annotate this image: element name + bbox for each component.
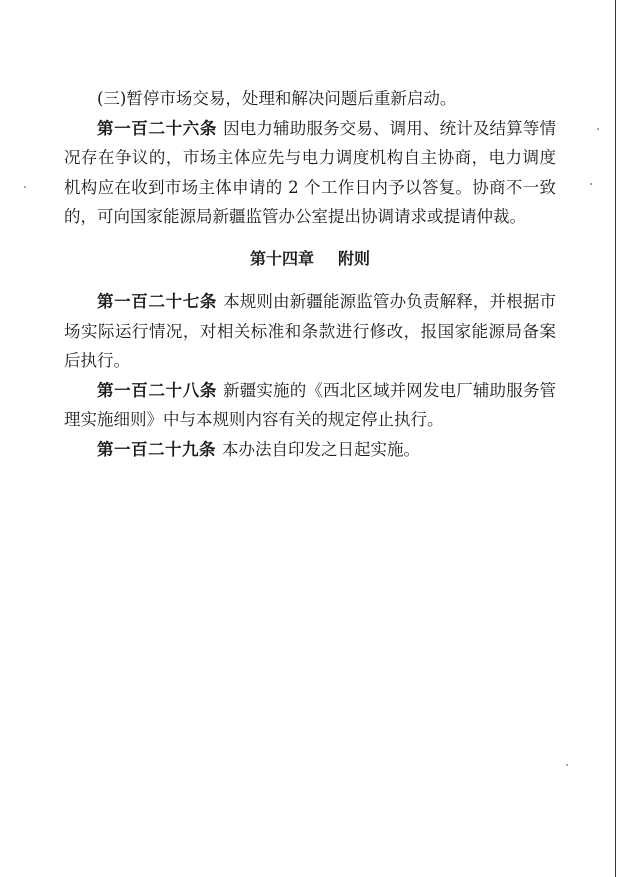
article-126-number: 第一百二十六条 (97, 118, 218, 138)
clause-item-3 (64, 84, 556, 114)
chapter-number: 第十四章 (249, 248, 314, 268)
article-126 (64, 114, 556, 232)
scan-edge-line (615, 0, 616, 877)
scan-speck (24, 186, 26, 188)
scan-speck (597, 128, 599, 130)
article-127 (64, 287, 556, 376)
scan-speck (566, 764, 568, 766)
article-127-text: 本规则由新疆能源监管办负责解释，并根据市场实际运行情况，对相关标准和条款进行修改，报国家能源局备案后执行。 (64, 292, 557, 370)
scan-speck (590, 183, 592, 185)
article-129-number: 第一百二十九条 (97, 439, 216, 459)
article-128 (64, 376, 556, 435)
chapter-title: 附则 (338, 248, 371, 268)
article-127-number: 第一百二十七条 (97, 292, 218, 311)
article-126-text: 因电力辅助服务交易、调用、统计及结算等情况存在争议的，市场主体应先与电力调度机构自主协商，电力调度机构应在收到市场主体申请的 2 个工作日内予以答复。协商不一致的，可向国家能源局新疆监管办公室提出协调请求或提请仲裁。 (64, 118, 557, 226)
document-body (64, 84, 556, 464)
article-129-text: 本办法自印发之日起实施。 (222, 439, 420, 459)
article-128-number: 第一百二十八条 (97, 380, 218, 400)
article-129 (64, 435, 556, 465)
clause-item-3-text: (三)暂停市场交易，处理和解决问题后重新启动。 (97, 89, 457, 108)
article-128-text: 新疆实施的《西北区域并网发电厂辅助服务管理实施细则》中与本规则内容有关的规定停止执行。 (64, 380, 557, 429)
chapter-heading (64, 244, 556, 274)
